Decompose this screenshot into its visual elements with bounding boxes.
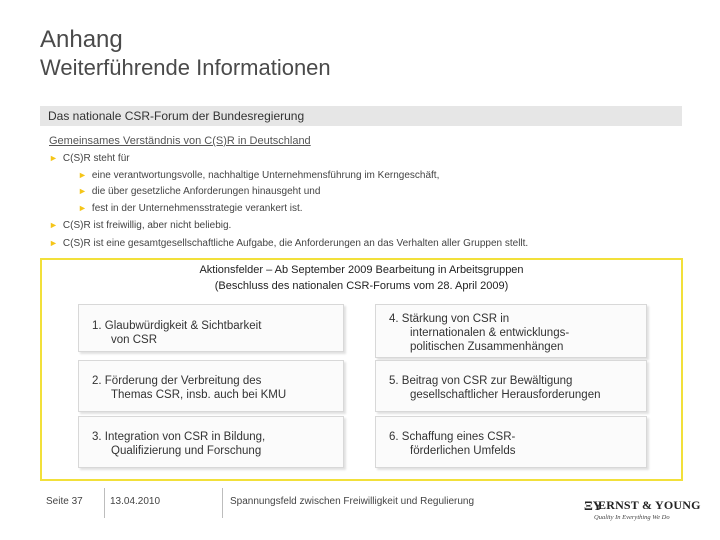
bullet-text: C(S)R ist freiwillig, aber nicht beliebig. bbox=[62, 220, 232, 231]
action-field-card-2 bbox=[78, 360, 344, 412]
slide-title-main: Anhang bbox=[40, 26, 123, 53]
bullet-text: C(S)R ist eine gesamtgesellschaftliche Aufgabe, die Anforderungen an das Verhalten aller Gruppen stellt. bbox=[62, 238, 529, 249]
bullet-triangle-icon: ► bbox=[49, 220, 58, 230]
card-line: förderlichen Umfelds bbox=[410, 445, 516, 457]
card-line: Qualifizierung und Forschung bbox=[111, 445, 262, 457]
action-field-card-6 bbox=[375, 416, 647, 468]
footer-divider bbox=[104, 488, 105, 518]
footer-topic: Spannungsfeld zwischen Freiwilligkeit und Regulierung bbox=[230, 496, 475, 507]
card-line: 6. Schaffung eines CSR- bbox=[389, 431, 516, 443]
bullet-triangle-icon: ► bbox=[78, 186, 87, 196]
action-fields-box bbox=[40, 258, 683, 481]
card-line: Themas CSR, insb. auch bei KMU bbox=[111, 389, 287, 401]
box-subtitle: (Beschluss des nationalen CSR-Forums vom 28. April 2009) bbox=[214, 280, 509, 292]
company-logo bbox=[584, 494, 701, 526]
bullet-item bbox=[49, 151, 130, 166]
bullet-text: C(S)R steht für bbox=[62, 153, 130, 164]
bullet-text: die über gesetzliche Anforderungen hinausgeht und bbox=[91, 186, 321, 197]
bullet-triangle-icon: ► bbox=[49, 153, 58, 163]
card-line: von CSR bbox=[111, 334, 158, 346]
card-line: politischen Zusammenhängen bbox=[410, 341, 564, 353]
bullet-triangle-icon: ► bbox=[78, 170, 87, 180]
card-line: internationalen & entwicklungs- bbox=[410, 327, 570, 339]
card-line: 4. Stärkung von CSR in bbox=[389, 313, 510, 325]
card-line: 5. Beitrag von CSR zur Bewältigung bbox=[389, 375, 573, 387]
bullet-text: fest in der Unternehmensstrategie verankert ist. bbox=[91, 203, 303, 214]
sub-bullet-item bbox=[78, 168, 439, 183]
sub-bullet-item bbox=[78, 184, 320, 199]
logo-mark-icon: ΞΥ bbox=[584, 498, 603, 513]
action-field-card-5 bbox=[375, 360, 647, 412]
bullet-text: eine verantwortungsvolle, nachhaltige Unternehmensführung im Kerngeschäft, bbox=[91, 170, 440, 181]
action-field-card-4 bbox=[375, 304, 647, 358]
card-line: 3. Integration von CSR in Bildung, bbox=[92, 431, 266, 443]
bullet-item bbox=[49, 218, 231, 233]
footer-page-number: Seite 37 bbox=[46, 496, 83, 507]
bullet-triangle-icon: ► bbox=[78, 203, 87, 213]
slide-title-sub: Weiterführende Informationen bbox=[40, 55, 331, 80]
action-field-card-3 bbox=[78, 416, 344, 468]
box-title: Aktionsfelder – Ab September 2009 Bearbeitung in Arbeitsgruppen bbox=[199, 264, 524, 276]
section-subheading: Gemeinsames Verständnis von C(S)R in Deutschland bbox=[49, 135, 311, 147]
card-line: gesellschaftlicher Herausforderungen bbox=[410, 389, 601, 401]
logo-name: ERNST & YOUNG bbox=[598, 498, 701, 512]
sub-bullet-item bbox=[78, 201, 303, 216]
action-field-card-1 bbox=[78, 304, 344, 352]
bullet-triangle-icon: ► bbox=[49, 238, 58, 248]
footer-date: 13.04.2010 bbox=[110, 496, 161, 507]
card-line: 2. Förderung der Verbreitung des bbox=[92, 375, 262, 387]
logo-tagline: Quality In Everything We Do bbox=[594, 514, 670, 521]
card-line: 1. Glaubwürdigkeit & Sichtbarkeit bbox=[92, 320, 262, 332]
bullet-item bbox=[49, 236, 528, 251]
section-title-bar: Das nationale CSR-Forum der Bundesregierung bbox=[40, 106, 682, 126]
footer-divider bbox=[222, 488, 223, 518]
